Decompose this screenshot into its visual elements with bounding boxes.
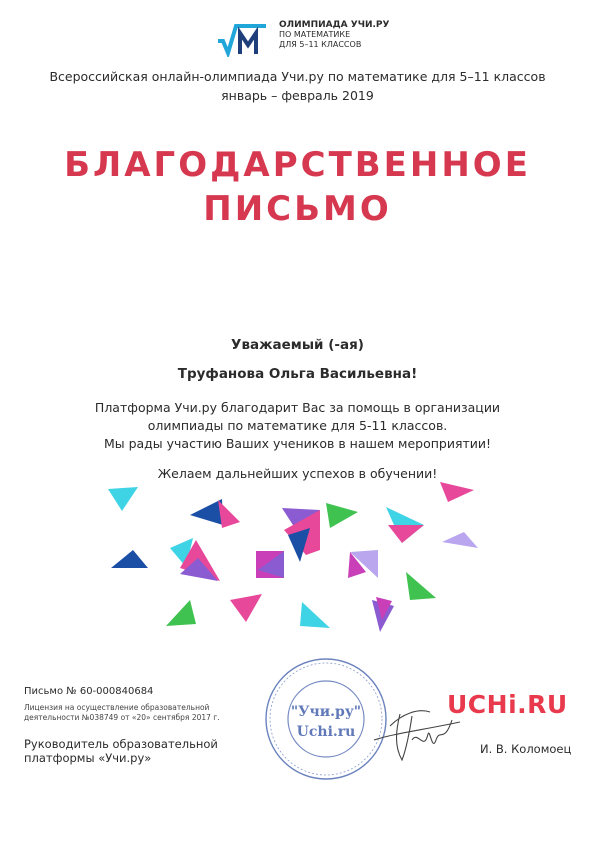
confetti-shape xyxy=(166,600,196,626)
license-info xyxy=(24,703,220,723)
title-line-1: БЛАГОДАРСТВЕННОЕ xyxy=(64,145,531,185)
brand-logo: UCHi.RU xyxy=(447,690,568,719)
signer-name: И. В. Коломоец xyxy=(480,742,572,756)
confetti-shape xyxy=(442,532,478,548)
confetti-shape xyxy=(230,594,262,622)
event-name: Всероссийская онлайн-олимпиада Учи.ру по математике для 5–11 классов xyxy=(49,69,546,84)
title-line-2: ПИСЬМО xyxy=(203,189,392,229)
body-line-1: Платформа Учи.ру благодарит Вас за помощь в организации xyxy=(94,400,501,415)
leader-line-1: Руководитель образовательной xyxy=(24,737,218,751)
event-subtitle xyxy=(0,67,595,105)
greeting: Уважаемый (-ая) xyxy=(231,337,364,353)
leader-line-2: платформы «Учи.ру» xyxy=(24,751,152,765)
confetti-shape xyxy=(111,550,148,568)
license-line-2: деятельности №038749 от «20» сентября 2017 г. xyxy=(24,713,220,722)
confetti-shape xyxy=(406,572,436,600)
logo-line-3: ДЛЯ 5–11 КЛАССОВ xyxy=(279,40,362,49)
document-title xyxy=(0,143,595,231)
logo-line-1: ОЛИМПИАДА УЧИ.РУ xyxy=(279,20,390,30)
confetti-decoration xyxy=(0,470,595,650)
confetti-shape xyxy=(326,503,358,528)
official-stamp-icon xyxy=(262,655,390,783)
leader-title xyxy=(24,737,218,765)
confetti-shape xyxy=(108,487,138,511)
confetti-shape xyxy=(300,602,330,628)
body-line-3: Мы рады участию Ваших учеников в нашем мероприятии! xyxy=(103,436,492,451)
license-line-1: Лицензия на осуществление образовательной xyxy=(24,703,210,712)
event-dates: январь – февраль 2019 xyxy=(221,88,374,103)
letter-number: Письмо № 60-000840684 xyxy=(24,686,154,697)
stamp-text-1: "Учи.ру" xyxy=(290,704,362,720)
stamp-text-2: Uchi.ru xyxy=(296,724,356,740)
wish-text: Желаем дальнейших успехов в обучении! xyxy=(157,466,438,481)
confetti-shape xyxy=(388,525,424,543)
olympiad-logo-icon xyxy=(216,23,268,57)
letter-body xyxy=(0,399,595,453)
logo-text xyxy=(279,20,389,50)
confetti-shape xyxy=(440,482,474,502)
body-line-2: олимпиады по математике для 5-11 классов. xyxy=(147,418,448,433)
recipient-name: Труфанова Ольга Васильевна! xyxy=(177,366,418,382)
confetti-shape xyxy=(190,499,223,525)
logo-line-2: ПО МАТЕМАТИКЕ xyxy=(279,30,351,39)
